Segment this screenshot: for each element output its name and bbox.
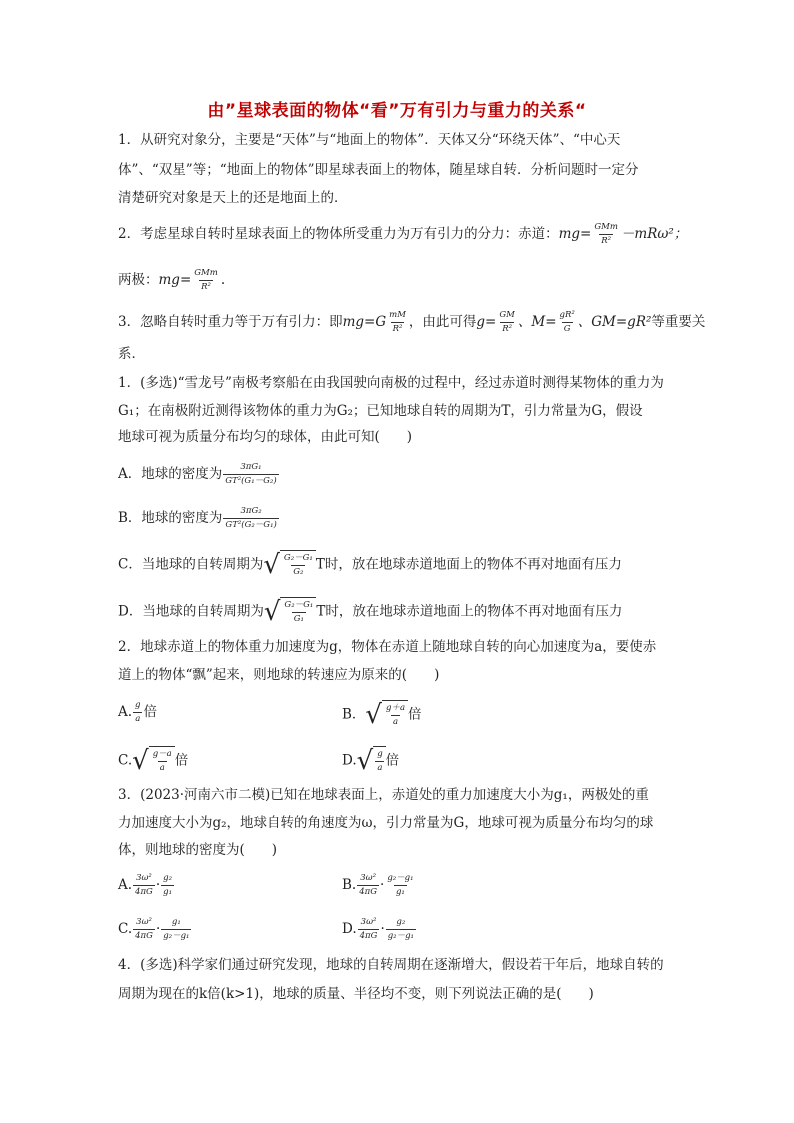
option-label: C.	[118, 752, 133, 769]
fraction-denominator: R²	[201, 282, 211, 292]
q3-stem-line-1: 3．(2023·河南六市二模)已知在地球表面上，赤道处的重力加速度大小为g₁，两极处的重	[118, 787, 649, 803]
q1-stem-line-2: G₁；在南极附近测得该物体的重力为G₂；已知地球自转的周期为T，引力常量为G，假设	[118, 403, 643, 419]
fraction-denominator: R²	[502, 324, 513, 334]
fraction-numerator: g－a	[152, 749, 172, 759]
option-fraction	[282, 553, 315, 578]
fraction-numerator: gR²	[559, 310, 575, 320]
p2-fraction	[592, 222, 620, 247]
option-label: D．当地球的自转周期为	[118, 603, 264, 620]
sqrt-symbol: √ $\frac{g-a}{a}$	[132, 746, 175, 776]
option-label: A.	[118, 877, 133, 893]
multiply-dot: ·	[155, 877, 161, 893]
fraction-denominator: g₁	[395, 887, 405, 897]
option-fraction	[223, 506, 278, 531]
q2-option-c	[118, 746, 188, 776]
sqrt-symbol: √ $\frac{g+a}{a}$	[365, 700, 408, 730]
option-fraction-2	[161, 917, 191, 942]
q2-option-a	[118, 700, 157, 725]
fraction-denominator: G	[563, 324, 571, 334]
q1-stem-line-3: 地球可视为质量分布均匀的球体，由此可知( )	[118, 429, 413, 445]
intro-p2-line-1	[118, 222, 687, 247]
intro-line-3: 清楚研究对象是天上的还是地面上的．	[118, 190, 348, 206]
p3-fraction-2	[497, 310, 517, 335]
fraction-denominator: g₂－g₁	[163, 931, 190, 941]
q4-stem-line-2: 周期为现在的k倍(k>1)，地球的质量、半径均不变，则下列说法正确的是( )	[118, 986, 594, 1002]
intro-line-1: 1．从研究对象分，主要是“天体”与“地面上的物体”．天体又分“环绕天体”、“中心天	[118, 132, 621, 148]
fraction-numerator: 3πG₁	[240, 462, 262, 472]
q1-stem-line-1: 1．(多选)“雪龙号”南极考察船在由我国驶向南极的过程中，经过赤道时测得某物体的重力为	[118, 375, 664, 391]
fraction-numerator: g	[377, 749, 383, 759]
sqrt-symbol: √ $\frac{\text{G₂－G₁}}{\text{G₁}}$	[264, 597, 316, 627]
q2-option-b	[342, 700, 422, 730]
fraction-denominator: a	[377, 763, 383, 773]
fraction-numerator: 3ω²	[360, 873, 376, 883]
fraction-numerator: g₂	[396, 917, 406, 927]
option-fraction	[384, 703, 407, 728]
p3-fraction-1	[387, 310, 408, 335]
p3-f2-lhs: g=	[476, 314, 497, 330]
q2-option-d	[342, 746, 399, 776]
fraction-denominator: g₂－g₁	[387, 931, 414, 941]
option-tail: 倍	[174, 752, 189, 769]
option-label: B．地球的密度为	[118, 510, 223, 526]
q1-option-a	[118, 462, 280, 487]
fraction-numerator: G₂－G₁	[284, 600, 314, 610]
fraction-denominator: a	[159, 763, 165, 773]
fraction-numerator: g₂－g₁	[387, 873, 414, 883]
option-fraction	[282, 600, 315, 625]
option-fraction-1	[357, 873, 379, 898]
q3-stem-line-2: 力加速度大小为g₂，地球自转的角速度为ω，引力常量为G，地球可视为质量分布均匀的球	[118, 815, 654, 831]
fraction-denominator: R²	[601, 236, 612, 246]
fraction-numerator: 3ω²	[136, 917, 152, 927]
option-tail: 倍	[385, 752, 400, 769]
option-label: D.	[342, 921, 357, 937]
poles-end: .	[220, 272, 226, 288]
fraction-numerator: GMm	[194, 268, 218, 278]
option-fraction-1	[358, 917, 380, 942]
option-fraction-2	[385, 873, 415, 898]
fraction-numerator: mM	[389, 310, 406, 320]
q3-option-b	[342, 873, 417, 898]
fraction-denominator: GT²(G₂－G₁)	[225, 520, 277, 530]
option-fraction	[223, 462, 278, 487]
option-label: C．当地球的自转周期为	[118, 556, 264, 573]
fraction-numerator: g＋a	[386, 703, 406, 713]
q1-option-b	[118, 506, 280, 531]
p3-text: 3．忽略自转时重力等于万有引力：即	[118, 314, 343, 330]
intro-line-2: 体”、“双星”等；“地面上的物体”即星球表面上的物体，随星球自转．分析问题时一定分	[118, 162, 639, 178]
q2-stem-line-2: 道上的物体“飘”起来，则地球的转速应为原来的( )	[118, 667, 440, 683]
option-label: D.	[342, 752, 357, 769]
option-tail: 倍	[143, 704, 157, 720]
fraction-denominator: 4πG	[359, 887, 378, 897]
p2-text: 2．考虑星球自转时星球表面上的物体所受重力为万有引力的分力：赤道：	[118, 226, 559, 242]
fraction-numerator: g₂	[163, 873, 172, 883]
option-label: B．	[342, 706, 366, 723]
q4-stem-line-1: 4．(多选)科学家们通过研究发现，地球的自转周期在逐渐增大，假设若干年后，地球自转的	[118, 957, 664, 973]
fraction-numerator: GMm	[594, 222, 618, 232]
fraction-denominator: 4πG	[135, 887, 153, 897]
p2-eq-tail: －mRω²；	[620, 226, 688, 242]
option-tail: T时，放在地球赤道地面上的物体不再对地面有压力	[315, 556, 622, 573]
multiply-dot: ·	[155, 921, 161, 937]
option-fraction-2	[386, 917, 416, 942]
option-label: C.	[118, 921, 133, 937]
option-tail: 倍	[408, 706, 422, 723]
option-label: A.	[118, 704, 133, 720]
fraction-denominator: g₁	[163, 887, 172, 897]
fraction-numerator: G₂－G₁	[283, 553, 313, 563]
fraction-numerator: 3πG₂	[240, 506, 262, 516]
option-label: B.	[342, 877, 357, 893]
fraction-numerator: GM	[499, 310, 515, 320]
intro-p3-line-2: 系．	[118, 346, 145, 362]
multiply-dot: ·	[380, 921, 385, 937]
poles-label: 两极：	[118, 272, 159, 288]
poles-fraction	[192, 268, 220, 293]
fraction-denominator: 4πG	[135, 931, 153, 941]
option-fraction	[133, 700, 142, 725]
q2-stem-line-1: 2．地球赤道上的物体重力加速度为g，物体在赤道上随地球自转的向心加速度为a，要使赤	[118, 639, 657, 655]
sqrt-symbol: √ $\frac{\text{G₂－G₁}}{\text{G₂}}$	[263, 550, 315, 580]
fraction-numerator: g₁	[171, 917, 181, 927]
fraction-denominator: a	[392, 717, 399, 727]
q3-option-c	[118, 917, 192, 942]
q1-option-c	[118, 550, 622, 580]
q1-option-d	[118, 597, 622, 627]
p3-f3-lhs: 、M=	[517, 314, 557, 330]
q3-option-d	[342, 917, 417, 942]
fraction-denominator: G₂	[293, 567, 304, 577]
fraction-denominator: a	[135, 714, 141, 724]
option-fraction	[375, 749, 384, 774]
page-title: 由”星球表面的物体“看”万有引力与重力的关系“	[207, 101, 587, 121]
sqrt-symbol: √ $\frac{g}{a}$	[357, 746, 386, 776]
option-fraction-1	[133, 873, 155, 898]
option-label: A．地球的密度为	[118, 466, 223, 482]
p3-f1-lhs: mg=G	[342, 314, 387, 330]
option-fraction	[151, 749, 174, 774]
intro-p3-line-1	[118, 310, 705, 335]
multiply-dot: ·	[380, 877, 385, 893]
fraction-numerator: 3ω²	[136, 873, 152, 883]
p2-eq-lhs: mg=	[558, 226, 592, 242]
poles-eq-lhs: mg=	[158, 272, 192, 288]
fraction-denominator: R²	[392, 324, 403, 334]
option-fraction-2	[161, 873, 174, 898]
fraction-denominator: GT²(G₁－G₂)	[225, 476, 277, 486]
fraction-numerator: 3ω²	[360, 917, 377, 927]
fraction-numerator: g	[135, 700, 141, 710]
option-fraction-1	[133, 917, 155, 942]
p3-fraction-3	[558, 310, 577, 335]
fraction-denominator: G₁	[293, 614, 304, 624]
q3-stem-line-3: 体，则地球的密度为( )	[118, 842, 278, 858]
p3-mid: ，由此可得	[408, 314, 477, 330]
option-tail: T时，放在地球赤道地面上的物体不再对地面有压力	[316, 603, 623, 620]
q3-option-a	[118, 873, 175, 898]
p3-end: 等重要关	[651, 314, 706, 330]
p3-f4: 、GM=gR²	[577, 314, 652, 330]
fraction-denominator: 4πG	[359, 931, 378, 941]
intro-p2-line-2	[118, 268, 225, 293]
